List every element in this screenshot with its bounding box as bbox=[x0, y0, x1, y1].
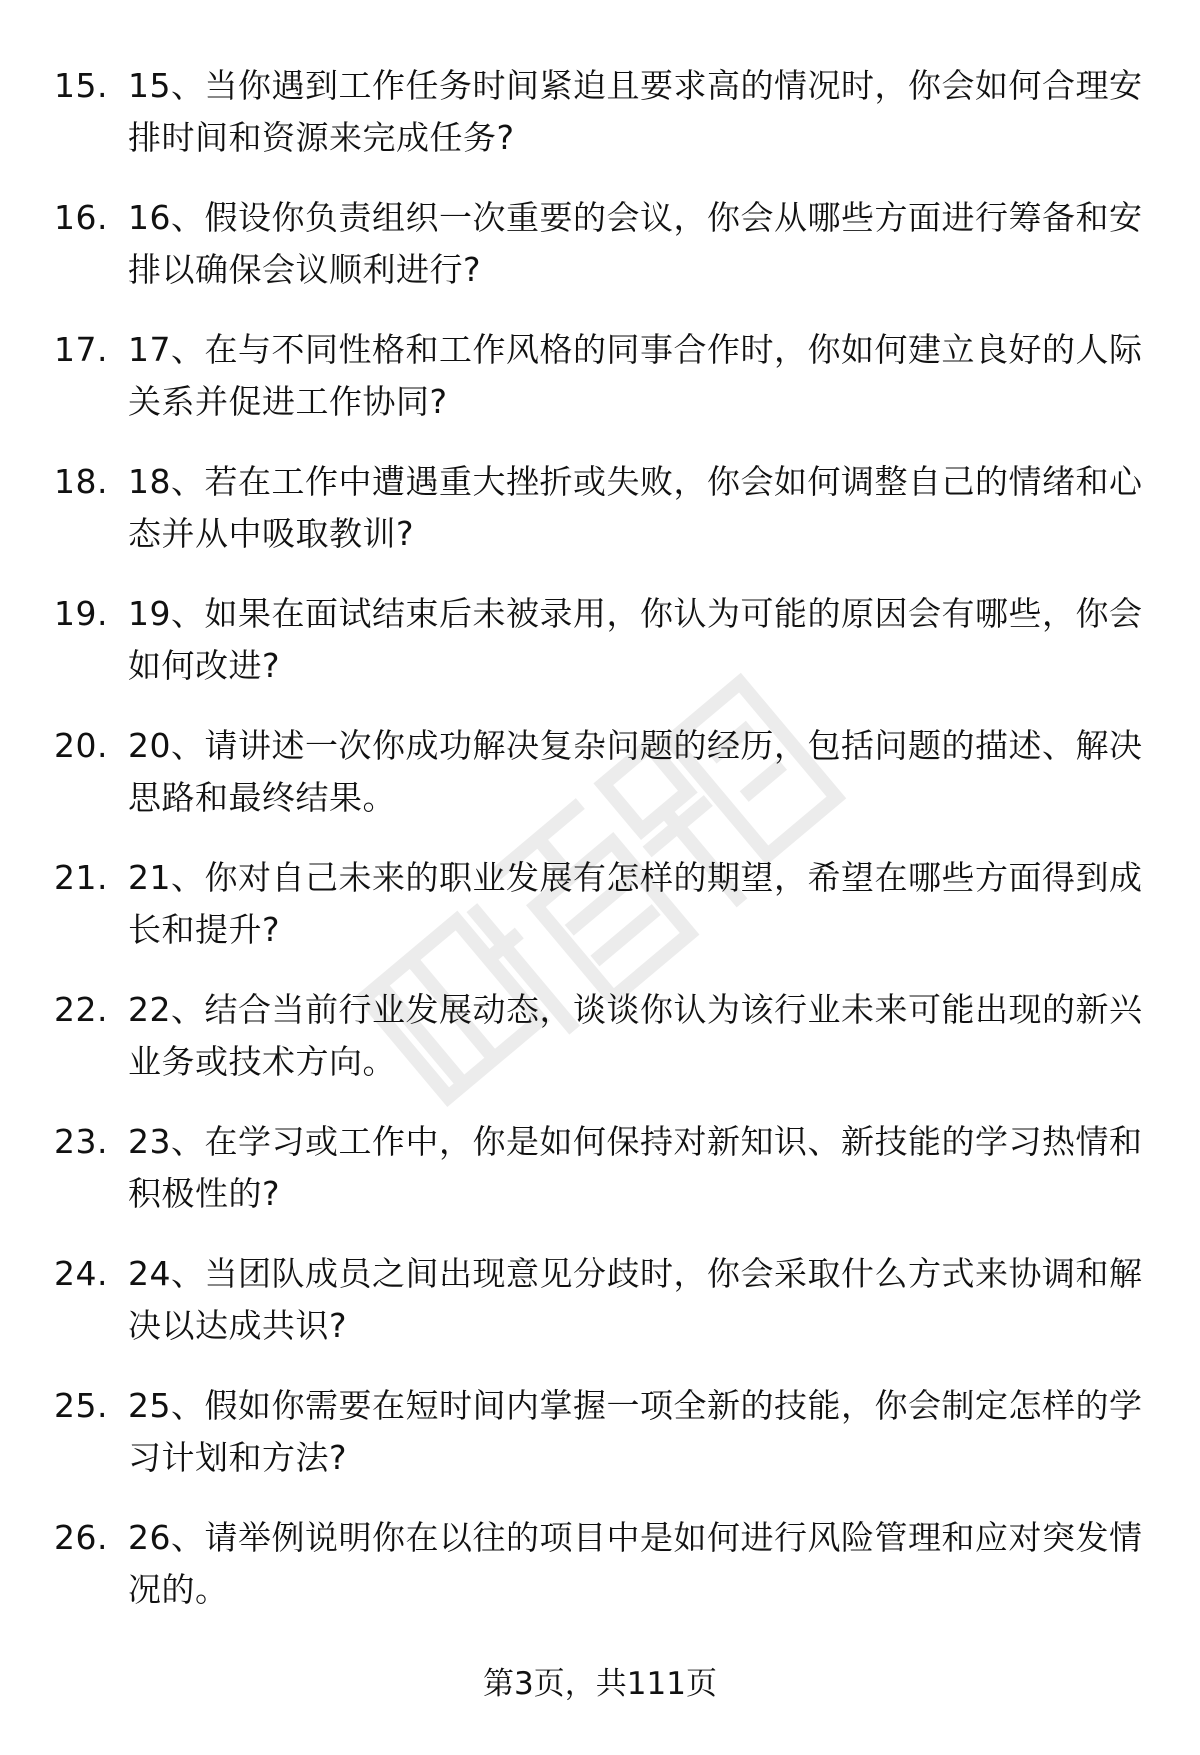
question-number: 25. bbox=[54, 1386, 108, 1425]
question-text: 15、当你遇到工作任务时间紧迫且要求高的情况时，你会如何合理安排时间和资源来完成任务? bbox=[128, 66, 1143, 157]
question-number: 22. bbox=[54, 990, 108, 1029]
question-text: 18、若在工作中遭遇重大挫折或失败，你会如何调整自己的情绪和心态并从中吸取教训? bbox=[128, 462, 1143, 553]
question-number: 21. bbox=[54, 858, 108, 897]
question-text: 20、请讲述一次你成功解决复杂问题的经历，包括问题的描述、解决思路和最终结果。 bbox=[128, 726, 1143, 817]
list-item bbox=[0, 852, 1200, 972]
list-item bbox=[0, 324, 1200, 444]
list-item bbox=[0, 588, 1200, 708]
question-text: 22、结合当前行业发展动态，谈谈你认为该行业未来可能出现的新兴业务或技术方向。 bbox=[128, 990, 1143, 1081]
list-item bbox=[0, 192, 1200, 312]
list-item bbox=[0, 1116, 1200, 1236]
question-number: 17. bbox=[54, 330, 108, 369]
question-text: 21、你对自己未来的职业发展有怎样的期望，希望在哪些方面得到成长和提升? bbox=[128, 858, 1143, 949]
list-item bbox=[0, 60, 1200, 180]
question-number: 20. bbox=[54, 726, 108, 765]
question-text: 26、请举例说明你在以往的项目中是如何进行风险管理和应对突发情况的。 bbox=[128, 1518, 1143, 1609]
question-text: 16、假设你负责组织一次重要的会议，你会从哪些方面进行筹备和安排以确保会议顺利进行? bbox=[128, 198, 1143, 289]
list-item bbox=[0, 984, 1200, 1104]
question-text: 23、在学习或工作中，你是如何保持对新知识、新技能的学习热情和积极性的? bbox=[128, 1122, 1143, 1213]
question-text: 17、在与不同性格和工作风格的同事合作时，你如何建立良好的人际关系并促进工作协同? bbox=[128, 330, 1143, 421]
list-item bbox=[0, 1248, 1200, 1368]
question-number: 24. bbox=[54, 1254, 108, 1293]
page-number-footer: 第3页，共111页 bbox=[483, 1666, 717, 1702]
list-item bbox=[0, 720, 1200, 840]
question-text: 19、如果在面试结束后未被录用，你认为可能的原因会有哪些，你会如何改进? bbox=[128, 594, 1143, 685]
question-number: 18. bbox=[54, 462, 108, 501]
list-item bbox=[0, 1380, 1200, 1500]
question-number: 19. bbox=[54, 594, 108, 633]
list-item bbox=[0, 1512, 1200, 1632]
question-number: 23. bbox=[54, 1122, 108, 1161]
question-number: 16. bbox=[54, 198, 108, 237]
question-number: 15. bbox=[54, 66, 108, 105]
question-text: 24、当团队成员之间出现意见分歧时，你会采取什么方式来协调和解决以达成共识? bbox=[128, 1254, 1143, 1345]
question-number: 26. bbox=[54, 1518, 108, 1557]
question-text: 25、假如你需要在短时间内掌握一项全新的技能，你会制定怎样的学习计划和方法? bbox=[128, 1386, 1143, 1477]
list-item bbox=[0, 456, 1200, 576]
